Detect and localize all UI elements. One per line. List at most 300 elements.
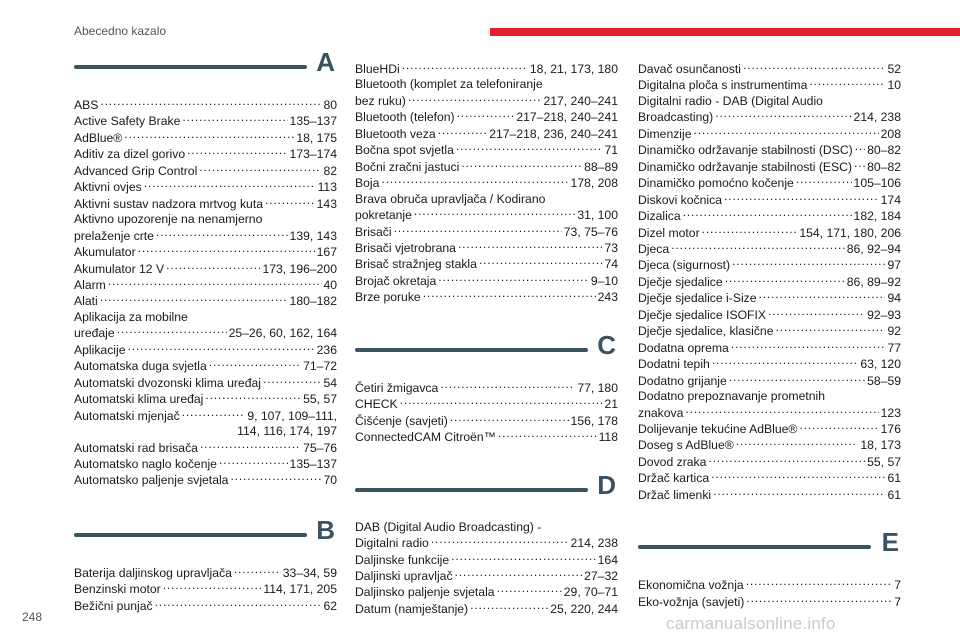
index-pages: 217, 240–241: [543, 93, 618, 108]
dot-leader: [855, 142, 865, 154]
index-pages-continuation: 114, 116, 174, 197: [237, 424, 337, 439]
index-pages: 40: [323, 277, 337, 292]
dot-leader: [265, 196, 315, 208]
index-entry: [355, 584, 618, 600]
dot-leader: [708, 454, 865, 466]
index-term: Digitalna ploča s instrumentima: [638, 78, 808, 93]
dot-leader: [209, 358, 301, 370]
index-pages: 18, 21, 173, 180: [529, 62, 618, 76]
index-pages: 174: [880, 192, 901, 207]
index-entry: [74, 179, 337, 195]
index-term: Eko-vožnja (savjeti): [638, 594, 745, 609]
index-term: CHECK: [355, 397, 398, 412]
index-entry: [638, 142, 901, 158]
index-term: Dizalica: [638, 209, 681, 224]
index-term: Djeca: [638, 241, 670, 256]
dot-leader: [685, 405, 878, 417]
dot-leader: [182, 113, 287, 125]
index-pages: 25–26, 60, 162, 164: [228, 326, 337, 341]
index-pages: 164: [597, 552, 618, 567]
index-entry: [74, 293, 337, 309]
index-term: prelaženje crte: [74, 228, 154, 243]
index-term: Daljinski upravljač: [355, 568, 453, 583]
index-pages: 214, 238: [570, 536, 618, 551]
section-letter: B: [316, 514, 335, 545]
index-term: Dimenzije: [638, 126, 692, 141]
dot-leader: [414, 207, 575, 219]
index-entry: [74, 325, 337, 341]
index-pages: 29, 70–71: [563, 585, 618, 600]
index-entry: [355, 552, 618, 568]
header-title: Abecedno kazalo: [74, 24, 167, 38]
index-pages: 143: [316, 196, 337, 211]
section-header-e: [638, 527, 901, 573]
index-pages: 180–182: [289, 294, 337, 309]
index-term: Aktivni ovjes: [74, 180, 142, 195]
index-entry: [355, 126, 618, 142]
index-term: Advanced Grip Control: [74, 163, 198, 178]
page-number: 248: [22, 610, 43, 624]
index-term: Držač limenki: [638, 487, 712, 502]
index-entry: [74, 113, 337, 129]
index-pages: 33–34, 59: [282, 565, 337, 580]
index-term: Četiri žmigavca: [355, 380, 439, 395]
dot-leader: [768, 307, 865, 319]
dot-leader: [796, 175, 852, 187]
index-term: znakova: [638, 405, 684, 420]
dot-leader: [702, 225, 798, 237]
dot-leader: [671, 241, 845, 253]
index-term: Broadcasting): [638, 110, 714, 125]
index-pages: 80: [323, 98, 337, 112]
dot-leader: [263, 375, 321, 387]
dot-leader: [694, 126, 879, 138]
index-pages: 71: [604, 143, 618, 158]
index-entry: [355, 380, 618, 396]
index-pages: 80–82: [867, 143, 901, 158]
index-entry: [638, 307, 901, 323]
index-term: bez ruku): [355, 93, 406, 108]
index-pages: 113: [317, 180, 337, 195]
dot-leader: [205, 391, 301, 403]
index-term: Active Safety Brake: [74, 114, 181, 129]
index-pages: 208: [880, 126, 901, 141]
entry-list: [355, 520, 618, 618]
index-term: Bežični punjač: [74, 598, 153, 613]
dot-leader: [100, 97, 321, 109]
index-entry: [74, 391, 337, 407]
index-entry: [638, 421, 901, 437]
index-entry: [74, 440, 337, 456]
index-pages: 139, 143: [289, 228, 337, 243]
index-term: AdBlue®: [74, 130, 123, 145]
index-entry-line: Aplikacija za mobilne: [74, 309, 188, 324]
index-term: Doseg s AdBlue®: [638, 438, 734, 453]
index-pages: 173, 196–200: [262, 261, 337, 276]
index-entry: [638, 159, 901, 175]
index-entry: [638, 109, 901, 125]
index-term: Dodatna oprema: [638, 340, 729, 355]
index-entry: [74, 244, 337, 260]
dot-leader: [182, 408, 246, 420]
index-column-3: [638, 61, 901, 610]
dot-leader: [746, 577, 893, 589]
index-pages: 86, 89–92: [846, 274, 901, 289]
index-entry-line: DAB (Digital Audio Broadcasting) -: [355, 519, 542, 534]
dot-leader: [451, 552, 596, 564]
index-term: Aplikacije: [74, 342, 126, 357]
section-divider: [355, 348, 588, 352]
dot-leader: [725, 274, 845, 286]
index-term: Automatska duga svjetla: [74, 359, 207, 374]
section-letter: E: [881, 527, 899, 558]
index-entry: [74, 456, 337, 472]
index-pages: 62: [323, 598, 337, 613]
index-pages: 88–89: [584, 159, 618, 174]
index-entry: [638, 77, 901, 93]
index-entry: [638, 470, 901, 486]
section-divider: [638, 545, 871, 549]
dot-leader: [799, 421, 878, 433]
index-pages: 77: [887, 340, 901, 355]
index-entry: [355, 396, 618, 412]
index-entry: [355, 289, 618, 305]
section-header-a: [74, 47, 337, 93]
index-term: Bluetooth veza: [355, 126, 436, 141]
index-term: Diskovi kočnica: [638, 192, 722, 207]
index-entry: [638, 175, 901, 191]
index-entry: [638, 405, 901, 421]
dot-leader: [713, 487, 885, 499]
section-header-c: [355, 329, 618, 376]
index-entry: [74, 228, 337, 244]
dot-leader: [163, 581, 262, 593]
index-pages: 61: [887, 471, 901, 486]
index-term: Dodatni tepih: [638, 357, 710, 372]
dot-leader: [729, 373, 865, 385]
index-entry: [638, 437, 901, 453]
index-entry-line: Bluetooth (komplet za telefoniranje: [355, 77, 543, 92]
index-pages: 243: [597, 290, 618, 305]
index-pages: 70: [323, 473, 337, 488]
dot-leader: [854, 159, 865, 171]
entry-list: [355, 61, 618, 306]
index-entry: [638, 373, 901, 389]
index-pages: 105–106: [853, 176, 901, 191]
index-term: Ekonomična vožnja: [638, 578, 744, 593]
index-entry-line: Brava obruča upravljača / Kodirano: [355, 191, 546, 206]
dot-leader: [431, 535, 569, 547]
dot-leader: [400, 396, 603, 408]
index-pages: 92: [887, 324, 901, 339]
dot-leader: [456, 142, 603, 154]
dot-leader: [746, 594, 892, 606]
index-pages: 214, 238: [853, 110, 901, 125]
index-pages: 92–93: [867, 307, 901, 322]
index-term: Digitalni radio: [355, 536, 429, 551]
index-term: pokretanje: [355, 208, 412, 223]
dot-leader: [759, 290, 886, 302]
index-pages: 94: [887, 291, 901, 306]
index-term: Bočna spot svjetla: [355, 143, 454, 158]
index-column-1: [74, 47, 337, 614]
dot-leader: [479, 256, 603, 268]
index-pages: 97: [887, 258, 901, 273]
index-pages: 236: [316, 342, 337, 357]
dot-leader: [144, 179, 316, 191]
index-term: Djeca (sigurnost): [638, 258, 731, 273]
index-pages: 82: [323, 163, 337, 178]
index-entry: [74, 472, 337, 488]
index-entry: [355, 224, 618, 240]
index-entry: [355, 159, 618, 175]
index-pages: 182, 184: [853, 209, 901, 224]
index-term: Automatski rad brisača: [74, 440, 198, 455]
dot-leader: [138, 244, 315, 256]
dot-leader: [775, 323, 885, 335]
index-term: Davač osunčanosti: [638, 62, 741, 76]
index-entry: [74, 358, 337, 374]
index-entry: [355, 207, 618, 223]
index-pages: 63, 120: [860, 357, 901, 372]
index-entry: [638, 454, 901, 470]
index-pages: 178, 208: [570, 176, 618, 191]
dot-leader: [127, 342, 314, 354]
index-pages: 27–32: [584, 568, 618, 583]
index-entry: [638, 577, 901, 593]
index-pages: 77, 180: [577, 380, 618, 395]
index-entry: [355, 93, 618, 109]
index-pages: 80–82: [867, 159, 901, 174]
index-pages: 52: [887, 62, 901, 76]
index-pages: 71–72: [303, 359, 337, 374]
index-pages: 9–10: [590, 273, 618, 288]
index-entry: [74, 163, 337, 179]
index-entry: [638, 487, 901, 503]
index-entry: [638, 290, 901, 306]
index-pages: 31, 100: [577, 208, 618, 223]
dot-leader: [440, 380, 575, 392]
dot-leader: [200, 440, 301, 452]
index-term: ConnectedCAM Citroën™: [355, 430, 496, 445]
dot-leader: [187, 146, 287, 158]
dot-leader: [155, 598, 322, 610]
section-letter: D: [597, 469, 616, 500]
dot-leader: [731, 340, 886, 352]
index-pages: 55, 57: [867, 454, 901, 469]
dot-leader: [423, 289, 596, 301]
index-term: Dodatno grijanje: [638, 373, 727, 388]
index-entry: [355, 256, 618, 272]
dot-leader: [711, 470, 885, 482]
dot-leader: [498, 429, 597, 441]
index-entry: [355, 413, 618, 429]
index-entry: [638, 241, 901, 257]
index-term: BlueHDi: [355, 62, 400, 76]
index-entry: [74, 277, 337, 293]
dot-leader: [124, 130, 294, 142]
index-entry: [355, 568, 618, 584]
index-pages: 61: [887, 487, 901, 502]
index-pages: 154, 171, 180, 206: [799, 225, 901, 240]
dot-leader: [458, 240, 603, 252]
index-term: Baterija daljinskog upravljača: [74, 565, 232, 580]
section-letter: C: [597, 329, 616, 360]
dot-leader: [450, 413, 569, 425]
index-pages: 86, 92–94: [846, 241, 901, 256]
dot-leader: [497, 584, 562, 596]
dot-leader: [408, 93, 542, 105]
entry-list: [638, 61, 901, 503]
index-term: ABS: [74, 98, 99, 112]
index-pages: 118: [598, 430, 618, 445]
index-term: Automatski mjenjač: [74, 408, 180, 423]
index-term: Alati: [74, 294, 98, 309]
dot-leader: [100, 293, 288, 305]
dot-leader: [455, 568, 583, 580]
index-term: Dinamičko održavanje stabilnosti (DSC): [638, 143, 853, 158]
dot-leader: [461, 159, 582, 171]
dot-leader: [108, 277, 322, 289]
dot-leader: [438, 126, 488, 138]
index-pages: 18, 173: [860, 438, 901, 453]
index-entry: [74, 598, 337, 614]
index-entry: [638, 257, 901, 273]
index-entry: [355, 142, 618, 158]
index-entry: [638, 225, 901, 241]
index-term: uređaje: [74, 326, 115, 341]
dot-leader: [715, 109, 851, 121]
index-term: Alarm: [74, 277, 106, 292]
dot-leader: [234, 565, 281, 577]
index-entry: [74, 375, 337, 391]
index-entry: [74, 408, 337, 424]
index-term: Dolijevanje tekućine AdBlue®: [638, 421, 798, 436]
watermark: carmanualsonline.info: [666, 614, 836, 633]
dot-leader: [394, 224, 562, 236]
index-pages: 135–137: [289, 456, 337, 471]
index-term: Bluetooth (telefon): [355, 110, 455, 125]
index-term: Brojač okretaja: [355, 273, 437, 288]
index-pages: 173–174: [289, 147, 337, 162]
index-entry-line: Digitalni radio - DAB (Digital Audio: [638, 93, 823, 108]
index-entry: [638, 356, 901, 372]
index-term: Bočni zračni jastuci: [355, 159, 460, 174]
dot-leader: [156, 228, 288, 240]
index-term: Datum (namještanje): [355, 601, 469, 616]
index-pages: 73, 75–76: [563, 224, 618, 239]
index-term: Brisač stražnjeg stakla: [355, 257, 477, 272]
index-entry: [355, 601, 618, 617]
index-pages: 114, 171, 205: [263, 582, 337, 597]
index-pages: 25, 220, 244: [550, 601, 618, 616]
index-term: Čišćenje (savjeti): [355, 413, 448, 428]
index-entry: [638, 61, 901, 77]
index-entry: [355, 109, 618, 125]
index-term: Akumulator: [74, 245, 136, 260]
index-term: Brisači: [355, 224, 392, 239]
dot-leader: [230, 472, 321, 484]
entry-list: [74, 97, 337, 489]
index-entry: [355, 175, 618, 191]
index-term: Daljinsko paljenje svjetala: [355, 585, 495, 600]
dot-leader: [724, 192, 879, 204]
index-pages: 7: [894, 594, 901, 609]
index-entry: [638, 274, 901, 290]
index-entry: [74, 565, 337, 581]
index-pages: 9, 107, 109–111,: [247, 408, 337, 423]
index-entry: [74, 97, 337, 113]
index-term: Aditiv za dizel gorivo: [74, 147, 186, 162]
index-term: Brze poruke: [355, 290, 421, 305]
index-entry: [638, 594, 901, 610]
index-pages: 74: [604, 257, 618, 272]
index-term: Dječje sjedalice i-Size: [638, 291, 757, 306]
index-entry: [638, 208, 901, 224]
index-pages: 10: [887, 78, 901, 93]
dot-leader: [402, 61, 528, 73]
index-entry: [355, 429, 618, 445]
index-pages: 73: [604, 240, 618, 255]
index-pages: 156, 178: [570, 413, 618, 428]
dot-leader: [199, 163, 321, 175]
index-term: Dinamičko pomoćno kočenje: [638, 176, 794, 191]
dot-leader: [732, 257, 885, 269]
index-pages: 18, 175: [296, 130, 337, 145]
dot-leader: [809, 77, 885, 89]
index-term: Dječje sjedalice, klasične: [638, 324, 774, 339]
index-term: Akumulator 12 V: [74, 261, 165, 276]
section-letter: A: [316, 47, 335, 77]
index-entry: [74, 581, 337, 597]
index-pages: 217–218, 240–241: [516, 110, 618, 125]
index-entry: [74, 130, 337, 146]
index-term: Aktivni sustav nadzora mrtvog kuta: [74, 196, 263, 211]
index-term: Držač kartica: [638, 471, 710, 486]
index-column-2: [355, 61, 618, 617]
index-entry: [355, 240, 618, 256]
dot-leader: [219, 456, 288, 468]
index-pages: 75–76: [303, 440, 337, 455]
index-entry: [74, 261, 337, 277]
dot-leader: [166, 261, 260, 273]
index-entry: [638, 323, 901, 339]
section-header-b: [74, 514, 337, 561]
index-term: Automatski dvozonski klima uređaj: [74, 375, 261, 390]
index-pages: 54: [323, 375, 337, 390]
index-term: Automatsko naglo kočenje: [74, 456, 217, 471]
index-term: Dječje sjedalice: [638, 274, 723, 289]
dot-leader: [683, 208, 852, 220]
index-term: Daljinske funkcije: [355, 552, 450, 567]
index-pages: 167: [316, 245, 337, 260]
index-pages: 55, 57: [303, 392, 337, 407]
index-pages: 176: [880, 421, 901, 436]
index-term: Dovod zraka: [638, 454, 707, 469]
index-entry: [638, 192, 901, 208]
section-header-d: [355, 469, 618, 516]
index-entry-line: Aktivno upozorenje na nenamjerno: [74, 212, 263, 227]
index-pages: 58–59: [867, 373, 901, 388]
index-pages: 135–137: [289, 114, 337, 129]
index-term: Automatski klima uređaj: [74, 392, 204, 407]
section-divider: [355, 488, 588, 492]
index-entry: [355, 61, 618, 77]
index-term: Dizel motor: [638, 225, 700, 240]
entry-list: [74, 565, 337, 614]
index-entry: [74, 196, 337, 212]
index-entry: [74, 342, 337, 358]
